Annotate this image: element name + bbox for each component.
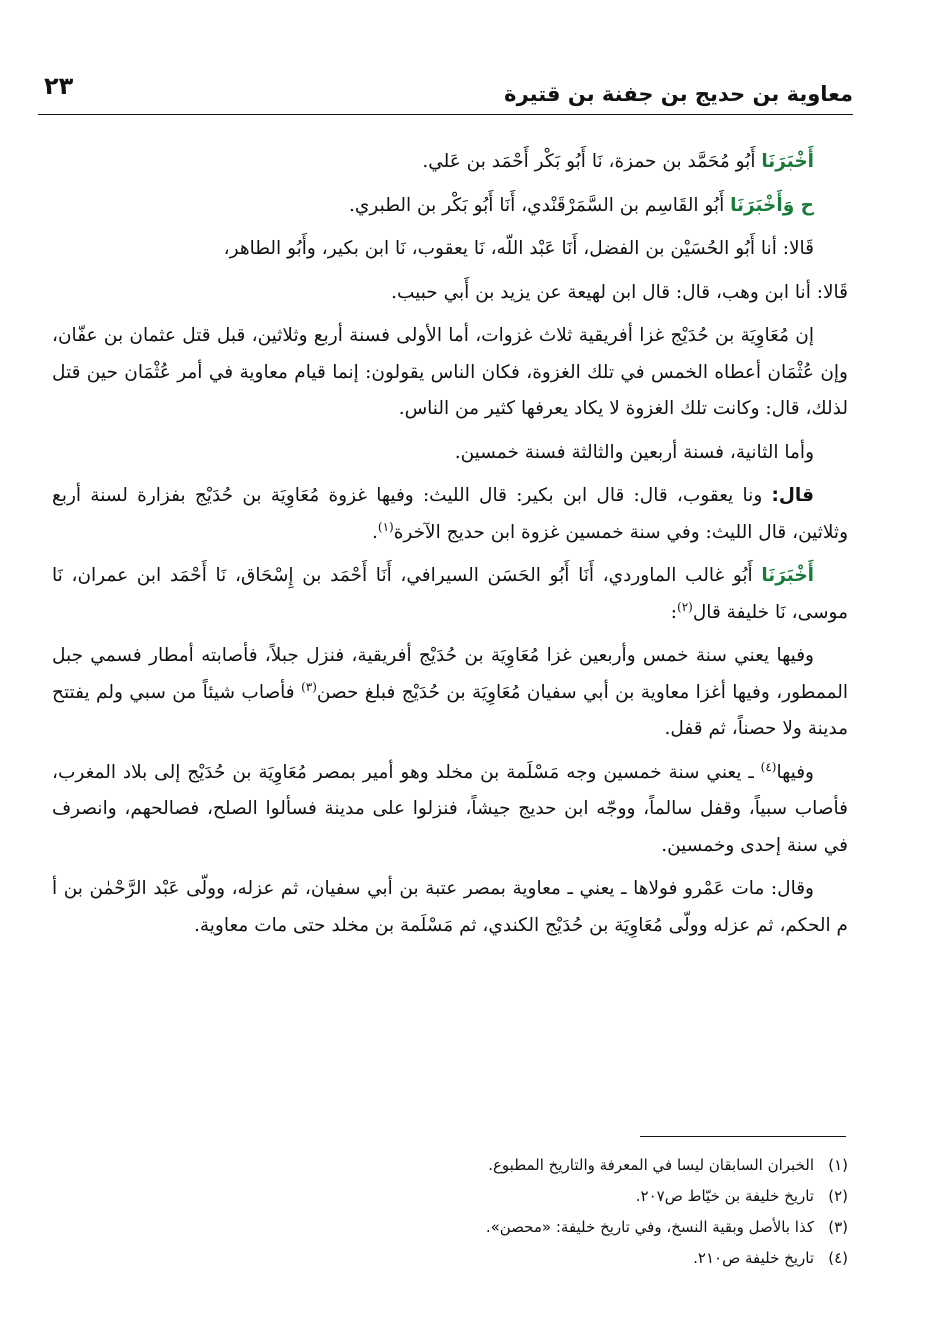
footnote-divider: [640, 1136, 846, 1137]
footnote-number: (٢): [828, 1187, 848, 1205]
footnote-4: [52, 1243, 848, 1274]
footnote-number: (٣): [828, 1218, 848, 1236]
footnote-text: الخبران السابقان ليسا في المعرفة والتاريخ المطبوع.: [488, 1156, 814, 1174]
footnote-text: كذا بالأصل وبقية النسخ، وفي تاريخ خليفة: «محصن».: [485, 1218, 814, 1236]
footnote-2: [52, 1181, 848, 1212]
paragraph-2: [52, 188, 848, 225]
paragraph-text: إن مُعَاوِيَة بن حُدَيْج غزا أفريقية ثلاث غزوات، أما الأولى فسنة أربع وثلاثين، قبل قتل عثمان بن عفّان، وإن عُثْمَان أعطاه الخمس في تلك الغزوة، فكان الناس يقولون: إنما قيام معاوية في أمر عُثْمَان حين قتل لذلك، قال: وكانت تلك الغزوة لا يكاد يعرفها كثير من الناس.: [52, 325, 848, 419]
page-header: [38, 70, 853, 115]
footnotes: [52, 1150, 848, 1274]
footnote-number: (٤): [828, 1249, 848, 1267]
footnote-1: [52, 1150, 848, 1181]
paragraph-text-after: :: [670, 601, 678, 623]
paragraph-text: أَبُو غالب الماوردي، أَنَا أَبُو الحَسَن السيرافي، أَنَا أَحْمَد بن إِسْحَاق، نَا أَحْمَد ابن عمران، نَا موسى، نَا خليفة قال: [52, 565, 848, 623]
footnote-text: تاريخ خليفة ص٢١٠.: [693, 1249, 814, 1267]
paragraph-text-after: ـ يعني سنة خمسين وجه مَسْلَمة بن مخلد وهو أمير بمصر مُعَاوِيَة بن حُدَيْج إلى بلاد المغرب، فأصاب سبياً، وقفل سالماً، ووجّه ابن حديج جيشاً، فنزلوا على مدينة فسألوا الصلح، فصالحهم، وانصرف في سنة إحدى وخمسين.: [52, 761, 848, 856]
page-number: ٢٣: [44, 72, 74, 100]
footnote-ref-3[interactable]: (٣): [301, 679, 317, 694]
footnote-text: تاريخ خليفة بن خيّاط ص٢٠٧.: [635, 1187, 814, 1205]
paragraph-text: ونا يعقوب، قال: قال ابن بكير: قال الليث: وفيها غزوة مُعَاوِيَة بن حُدَيْج بفزارة لسنة أربع وثلاثين، قال الليث: وفي سنة خمسين غزوة ابن حديج الآخرة: [52, 485, 848, 543]
running-title: معاوية بن حديج بن جفنة بن قتيرة: [504, 82, 853, 106]
main-text: [52, 144, 848, 951]
narration-lead: ح وَأَخْبَرَنَا: [730, 194, 814, 216]
paragraph-text: أَبُو القَاسِم بن السَّمَرْقَنْدي، أَنَا أَبُو بَكْر بن الطبري.: [349, 194, 731, 216]
narration-lead: أَخْبَرَنَا: [761, 565, 814, 586]
paragraph-4: [52, 275, 848, 312]
paragraph-text-after: فأصاب شيئاً من سبي ولم يفتتح مدينة ولا حصناً، ثم قفل.: [52, 681, 848, 739]
narration-lead: قال:: [771, 485, 814, 506]
paragraph-6: [52, 435, 848, 472]
footnote-3: [52, 1212, 848, 1243]
paragraph-text: وقال: مات عَمْرو فولاها ـ يعني ـ معاوية بمصر عتبة بن أبي سفيان، ثم عزله، وولّى عَبْد الرَّحْمٰن بن أ م الحكم، ثم عزله وولّى مُعَاوِيَة بن حُدَيْج الكندي، ثم مَسْلَمة بن مخلد حتى مات معاوية.: [52, 878, 848, 936]
narration-lead: أَخْبَرَنَا: [761, 151, 814, 172]
paragraph-text-after: .: [372, 521, 378, 543]
paragraph-7: [52, 478, 848, 551]
paragraph-text: وفيها يعني سنة خمس وأربعين غزا مُعَاوِيَة بن حُدَيْج أفريقية، فنزل جبلاً، فأصابته أمطار فسمي جبل الممطور، وفيها أغزا معاوية بن أبي سفيان مُعَاوِيَة بن حُدَيْج فبلغ حصن: [52, 645, 849, 703]
paragraph-10: [52, 755, 848, 865]
paragraph-text: وأما الثانية، فسنة أربعين والثالثة فسنة خمسين.: [454, 441, 814, 463]
footnote-ref-4[interactable]: (٤): [760, 759, 777, 774]
paragraph-text: قَالا: أنا أَبُو الحُسَيْن بن الفضل، أَنَا عَبْد اللّه، نَا يعقوب، نَا ابن بكير، وأَبُو الطاهر،: [223, 238, 814, 259]
footnote-number: (١): [828, 1156, 848, 1174]
paragraph-3: [52, 231, 848, 268]
paragraph-text: قَالا: أنا ابن وهب، قال: قال ابن لهيعة عن يزيد بن أَبي حبيب.: [391, 281, 848, 303]
paragraph-text: وفيها: [776, 761, 814, 783]
paragraph-8: [52, 558, 848, 631]
footnote-ref-1[interactable]: (١): [377, 519, 394, 534]
footnote-ref-2[interactable]: (٢): [677, 599, 693, 614]
paragraph-9: [52, 638, 848, 748]
paragraph-text: أَبُو مُحَمَّد بن حمزة، نَا أَبُو بَكْر أَحْمَد بن عَلي.: [422, 151, 762, 172]
paragraph-5: [52, 318, 848, 428]
paragraph-1: [52, 144, 848, 181]
paragraph-11: [52, 871, 848, 944]
